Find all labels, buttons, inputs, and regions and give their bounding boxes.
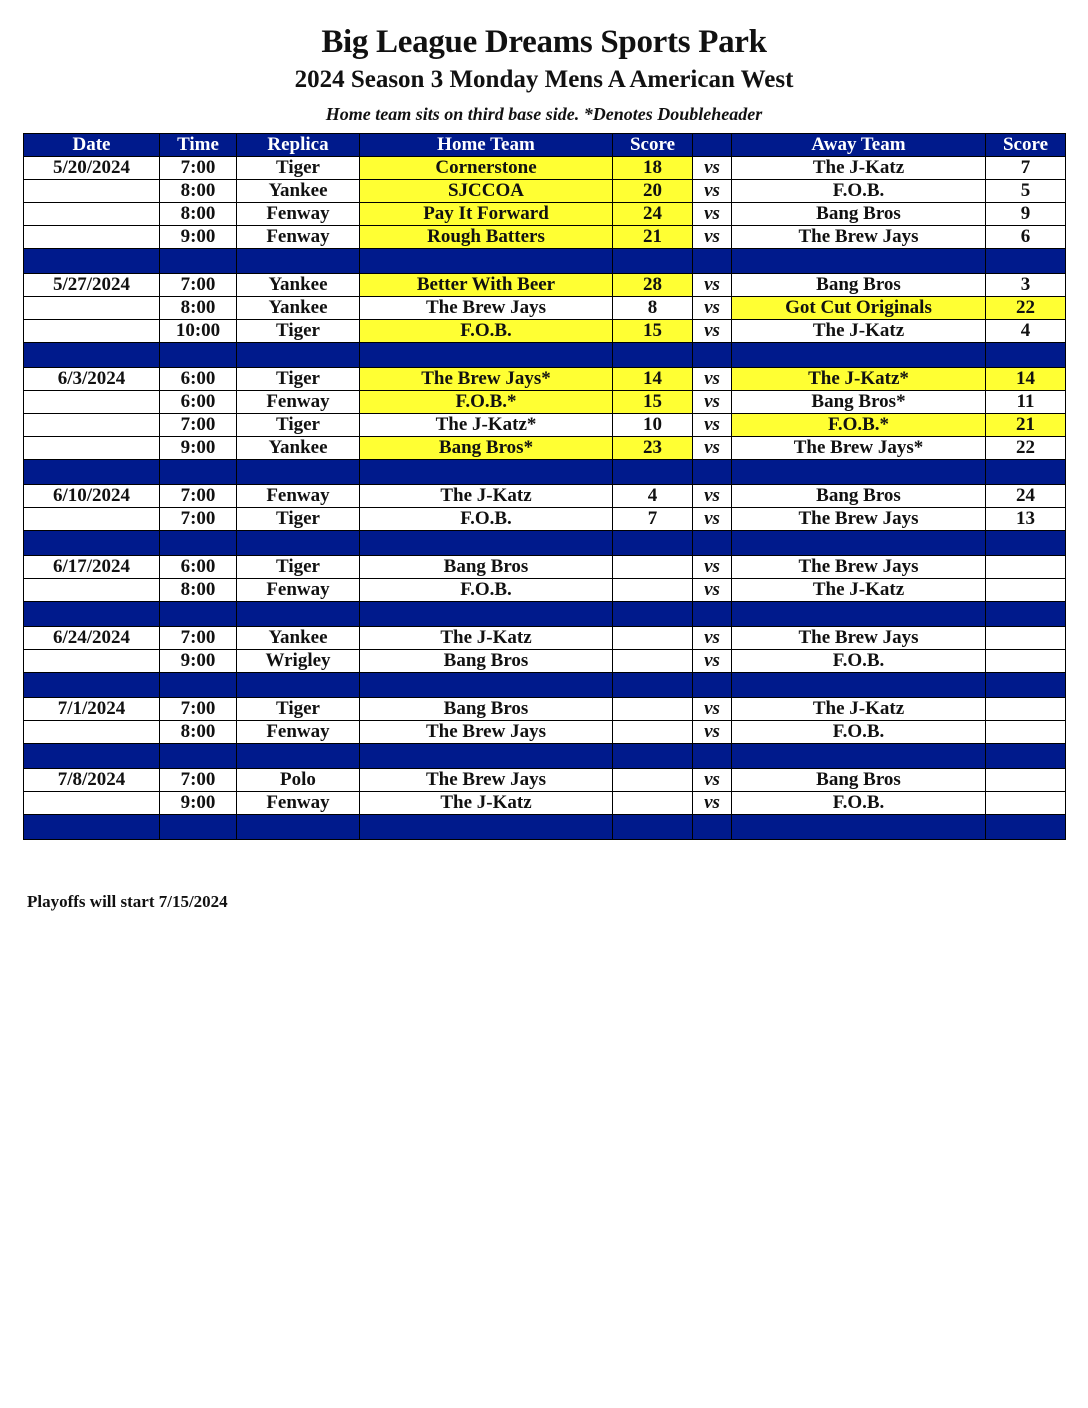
table-row <box>24 485 1066 508</box>
away-team-cell: F.O.B.* <box>732 414 986 437</box>
table-row <box>24 792 1066 815</box>
away-team-cell: The Brew Jays <box>732 226 986 249</box>
date-cell: 5/20/2024 <box>24 157 160 180</box>
table-row <box>24 579 1066 602</box>
separator-cell <box>160 343 237 368</box>
replica-field-cell: Yankee <box>237 274 360 297</box>
table-row <box>24 391 1066 414</box>
separator-cell <box>237 673 360 698</box>
separator-cell <box>360 343 613 368</box>
date-cell: 7/8/2024 <box>24 769 160 792</box>
home-score-cell <box>613 721 693 744</box>
col-header-date: Date <box>24 134 160 157</box>
separator-cell <box>360 531 613 556</box>
table-row <box>24 508 1066 531</box>
time-cell: 7:00 <box>160 698 237 721</box>
table-row <box>24 437 1066 460</box>
replica-field-cell: Tiger <box>237 368 360 391</box>
col-header-time: Time <box>160 134 237 157</box>
home-team-cell: The Brew Jays <box>360 721 613 744</box>
vs-cell: vs <box>693 579 732 602</box>
away-score-cell: 22 <box>986 297 1066 320</box>
time-cell: 8:00 <box>160 203 237 226</box>
col-header-home-team: Home Team <box>360 134 613 157</box>
replica-field-cell: Fenway <box>237 792 360 815</box>
away-team-cell: F.O.B. <box>732 650 986 673</box>
home-score-cell <box>613 698 693 721</box>
replica-field-cell: Tiger <box>237 320 360 343</box>
separator-cell <box>693 815 732 840</box>
separator-cell <box>732 460 986 485</box>
table-row <box>24 650 1066 673</box>
date-cell <box>24 792 160 815</box>
home-team-cell: Bang Bros <box>360 556 613 579</box>
time-cell: 6:00 <box>160 391 237 414</box>
separator-cell <box>24 744 160 769</box>
separator-cell <box>613 343 693 368</box>
date-cell: 5/27/2024 <box>24 274 160 297</box>
away-team-cell: The J-Katz <box>732 157 986 180</box>
date-cell <box>24 203 160 226</box>
time-cell: 8:00 <box>160 721 237 744</box>
home-score-cell <box>613 792 693 815</box>
home-score-cell: 20 <box>613 180 693 203</box>
date-cell <box>24 721 160 744</box>
home-score-cell: 15 <box>613 320 693 343</box>
home-team-cell: The J-Katz <box>360 485 613 508</box>
away-team-cell: The J-Katz <box>732 320 986 343</box>
away-team-cell: The J-Katz <box>732 579 986 602</box>
vs-cell: vs <box>693 556 732 579</box>
schedule-table <box>23 133 1066 840</box>
separator-cell <box>732 815 986 840</box>
away-score-cell: 21 <box>986 414 1066 437</box>
table-row <box>24 769 1066 792</box>
away-score-cell <box>986 769 1066 792</box>
home-score-cell <box>613 627 693 650</box>
vs-cell: vs <box>693 769 732 792</box>
separator-cell <box>360 744 613 769</box>
separator-cell <box>160 815 237 840</box>
away-team-cell: Bang Bros <box>732 203 986 226</box>
week-separator-row <box>24 249 1066 274</box>
week-separator-row <box>24 744 1066 769</box>
time-cell: 10:00 <box>160 320 237 343</box>
vs-cell: vs <box>693 792 732 815</box>
time-cell: 6:00 <box>160 556 237 579</box>
replica-field-cell: Tiger <box>237 157 360 180</box>
replica-field-cell: Tiger <box>237 508 360 531</box>
table-row <box>24 226 1066 249</box>
replica-field-cell: Yankee <box>237 297 360 320</box>
date-cell <box>24 391 160 414</box>
away-team-cell: F.O.B. <box>732 721 986 744</box>
date-cell <box>24 297 160 320</box>
away-team-cell: Got Cut Originals <box>732 297 986 320</box>
vs-cell: vs <box>693 203 732 226</box>
vs-cell: vs <box>693 485 732 508</box>
separator-cell <box>986 531 1066 556</box>
separator-cell <box>732 343 986 368</box>
time-cell: 7:00 <box>160 414 237 437</box>
date-cell <box>24 226 160 249</box>
date-cell <box>24 180 160 203</box>
away-team-cell: The J-Katz <box>732 698 986 721</box>
home-team-cell: F.O.B. <box>360 320 613 343</box>
table-row <box>24 698 1066 721</box>
home-score-cell <box>613 579 693 602</box>
col-header-home-score: Score <box>613 134 693 157</box>
home-team-cell: The Brew Jays <box>360 297 613 320</box>
vs-cell: vs <box>693 297 732 320</box>
separator-cell <box>613 249 693 274</box>
home-score-cell: 18 <box>613 157 693 180</box>
away-score-cell <box>986 721 1066 744</box>
separator-cell <box>160 531 237 556</box>
separator-cell <box>986 744 1066 769</box>
away-team-cell: Bang Bros <box>732 485 986 508</box>
replica-field-cell: Fenway <box>237 203 360 226</box>
home-score-cell <box>613 556 693 579</box>
separator-cell <box>613 531 693 556</box>
replica-field-cell: Tiger <box>237 414 360 437</box>
separator-cell <box>732 531 986 556</box>
page-subtitle: 2024 Season 3 Monday Mens A American West <box>294 66 794 93</box>
separator-cell <box>693 744 732 769</box>
separator-cell <box>613 815 693 840</box>
separator-cell <box>237 815 360 840</box>
page-title: Big League Dreams Sports Park <box>321 24 767 60</box>
home-score-cell: 21 <box>613 226 693 249</box>
away-score-cell <box>986 792 1066 815</box>
time-cell: 8:00 <box>160 579 237 602</box>
separator-cell <box>732 673 986 698</box>
home-score-cell: 23 <box>613 437 693 460</box>
away-score-cell: 9 <box>986 203 1066 226</box>
week-separator-row <box>24 673 1066 698</box>
time-cell: 8:00 <box>160 297 237 320</box>
separator-cell <box>360 460 613 485</box>
home-team-cell: Better With Beer <box>360 274 613 297</box>
away-score-cell: 3 <box>986 274 1066 297</box>
away-score-cell: 4 <box>986 320 1066 343</box>
vs-cell: vs <box>693 274 732 297</box>
time-cell: 6:00 <box>160 368 237 391</box>
away-score-cell: 24 <box>986 485 1066 508</box>
time-cell: 7:00 <box>160 485 237 508</box>
separator-cell <box>24 673 160 698</box>
home-team-cell: F.O.B.* <box>360 391 613 414</box>
header-row <box>24 134 1066 157</box>
time-cell: 9:00 <box>160 437 237 460</box>
separator-cell <box>237 531 360 556</box>
separator-cell <box>237 249 360 274</box>
vs-cell: vs <box>693 226 732 249</box>
separator-cell <box>986 343 1066 368</box>
separator-cell <box>613 460 693 485</box>
replica-field-cell: Yankee <box>237 437 360 460</box>
separator-cell <box>360 249 613 274</box>
away-team-cell: F.O.B. <box>732 792 986 815</box>
vs-cell: vs <box>693 414 732 437</box>
playoffs-note: Playoffs will start 7/15/2024 <box>27 892 228 911</box>
away-team-cell: F.O.B. <box>732 180 986 203</box>
date-cell: 6/17/2024 <box>24 556 160 579</box>
home-score-cell: 28 <box>613 274 693 297</box>
vs-cell: vs <box>693 721 732 744</box>
away-score-cell: 22 <box>986 437 1066 460</box>
col-header-replica: Replica <box>237 134 360 157</box>
separator-cell <box>160 673 237 698</box>
home-team-cell: The J-Katz <box>360 627 613 650</box>
vs-cell: vs <box>693 508 732 531</box>
separator-cell <box>986 815 1066 840</box>
separator-cell <box>237 343 360 368</box>
away-team-cell: Bang Bros <box>732 274 986 297</box>
date-cell: 6/24/2024 <box>24 627 160 650</box>
time-cell: 7:00 <box>160 157 237 180</box>
time-cell: 7:00 <box>160 274 237 297</box>
replica-field-cell: Fenway <box>237 579 360 602</box>
table-row <box>24 297 1066 320</box>
separator-cell <box>160 460 237 485</box>
home-score-cell: 10 <box>613 414 693 437</box>
col-header-away-score: Score <box>986 134 1066 157</box>
away-score-cell: 6 <box>986 226 1066 249</box>
vs-cell: vs <box>693 320 732 343</box>
away-team-cell: The Brew Jays <box>732 627 986 650</box>
week-separator-row <box>24 460 1066 485</box>
vs-cell: vs <box>693 650 732 673</box>
replica-field-cell: Fenway <box>237 721 360 744</box>
separator-cell <box>613 744 693 769</box>
date-cell <box>24 437 160 460</box>
vs-cell: vs <box>693 627 732 650</box>
home-team-cell: Bang Bros <box>360 650 613 673</box>
separator-cell <box>693 531 732 556</box>
separator-cell <box>693 249 732 274</box>
away-team-cell: Bang Bros <box>732 769 986 792</box>
home-score-cell: 4 <box>613 485 693 508</box>
separator-cell <box>693 460 732 485</box>
home-score-cell: 14 <box>613 368 693 391</box>
home-team-cell: The Brew Jays <box>360 769 613 792</box>
separator-cell <box>693 343 732 368</box>
vs-cell: vs <box>693 180 732 203</box>
separator-cell <box>613 602 693 627</box>
replica-field-cell: Fenway <box>237 391 360 414</box>
date-cell <box>24 508 160 531</box>
away-score-cell <box>986 627 1066 650</box>
date-cell: 6/3/2024 <box>24 368 160 391</box>
table-row <box>24 157 1066 180</box>
separator-cell <box>613 673 693 698</box>
separator-cell <box>24 531 160 556</box>
separator-cell <box>24 249 160 274</box>
time-cell: 9:00 <box>160 226 237 249</box>
separator-cell <box>732 602 986 627</box>
home-score-cell: 15 <box>613 391 693 414</box>
away-score-cell: 11 <box>986 391 1066 414</box>
time-cell: 7:00 <box>160 769 237 792</box>
separator-cell <box>160 249 237 274</box>
home-team-cell: Pay It Forward <box>360 203 613 226</box>
separator-cell <box>732 744 986 769</box>
table-row <box>24 414 1066 437</box>
replica-field-cell: Polo <box>237 769 360 792</box>
away-score-cell <box>986 698 1066 721</box>
table-row <box>24 721 1066 744</box>
separator-cell <box>986 249 1066 274</box>
home-score-cell <box>613 650 693 673</box>
away-score-cell <box>986 650 1066 673</box>
home-team-cell: Rough Batters <box>360 226 613 249</box>
separator-cell <box>24 602 160 627</box>
away-team-cell: The Brew Jays <box>732 508 986 531</box>
separator-cell <box>986 460 1066 485</box>
table-row <box>24 368 1066 391</box>
separator-cell <box>24 343 160 368</box>
separator-cell <box>237 744 360 769</box>
time-cell: 8:00 <box>160 180 237 203</box>
date-cell <box>24 650 160 673</box>
table-row <box>24 274 1066 297</box>
table-row <box>24 627 1066 650</box>
week-separator-row <box>24 602 1066 627</box>
separator-cell <box>360 673 613 698</box>
home-team-cell: Bang Bros <box>360 698 613 721</box>
away-team-cell: Bang Bros* <box>732 391 986 414</box>
home-team-cell: Bang Bros* <box>360 437 613 460</box>
week-separator-row <box>24 343 1066 368</box>
week-separator-row <box>24 815 1066 840</box>
replica-field-cell: Yankee <box>237 627 360 650</box>
separator-cell <box>24 460 160 485</box>
separator-cell <box>160 602 237 627</box>
home-team-cell: F.O.B. <box>360 508 613 531</box>
separator-cell <box>986 602 1066 627</box>
away-score-cell <box>986 556 1066 579</box>
replica-field-cell: Fenway <box>237 485 360 508</box>
home-team-cell: Cornerstone <box>360 157 613 180</box>
time-cell: 9:00 <box>160 792 237 815</box>
away-score-cell: 5 <box>986 180 1066 203</box>
replica-field-cell: Wrigley <box>237 650 360 673</box>
separator-cell <box>24 815 160 840</box>
separator-cell <box>986 673 1066 698</box>
col-header-away-team: Away Team <box>732 134 986 157</box>
vs-cell: vs <box>693 437 732 460</box>
away-team-cell: The Brew Jays* <box>732 437 986 460</box>
separator-cell <box>360 602 613 627</box>
away-score-cell <box>986 579 1066 602</box>
table-row <box>24 203 1066 226</box>
home-score-cell: 24 <box>613 203 693 226</box>
date-cell: 7/1/2024 <box>24 698 160 721</box>
home-team-cell: The Brew Jays* <box>360 368 613 391</box>
home-team-cell: The J-Katz* <box>360 414 613 437</box>
replica-field-cell: Tiger <box>237 698 360 721</box>
week-separator-row <box>24 531 1066 556</box>
replica-field-cell: Fenway <box>237 226 360 249</box>
separator-cell <box>693 602 732 627</box>
separator-cell <box>160 744 237 769</box>
away-team-cell: The J-Katz* <box>732 368 986 391</box>
separator-cell <box>360 815 613 840</box>
vs-cell: vs <box>693 698 732 721</box>
table-row <box>24 320 1066 343</box>
away-score-cell: 14 <box>986 368 1066 391</box>
separator-cell <box>732 249 986 274</box>
home-team-cell: SJCCOA <box>360 180 613 203</box>
home-team-cell: F.O.B. <box>360 579 613 602</box>
home-score-cell <box>613 769 693 792</box>
date-cell <box>24 414 160 437</box>
home-score-cell: 7 <box>613 508 693 531</box>
table-row <box>24 556 1066 579</box>
table-row <box>24 180 1066 203</box>
home-score-cell: 8 <box>613 297 693 320</box>
schedule-note: Home team sits on third base side. *Denotes Doubleheader <box>325 104 763 124</box>
home-team-cell: The J-Katz <box>360 792 613 815</box>
date-cell <box>24 320 160 343</box>
col-header-vs <box>693 134 732 157</box>
vs-cell: vs <box>693 391 732 414</box>
away-score-cell: 13 <box>986 508 1066 531</box>
vs-cell: vs <box>693 157 732 180</box>
separator-cell <box>237 602 360 627</box>
time-cell: 7:00 <box>160 627 237 650</box>
date-cell: 6/10/2024 <box>24 485 160 508</box>
time-cell: 9:00 <box>160 650 237 673</box>
replica-field-cell: Tiger <box>237 556 360 579</box>
date-cell <box>24 579 160 602</box>
away-score-cell: 7 <box>986 157 1066 180</box>
vs-cell: vs <box>693 368 732 391</box>
away-team-cell: The Brew Jays <box>732 556 986 579</box>
time-cell: 7:00 <box>160 508 237 531</box>
separator-cell <box>237 460 360 485</box>
replica-field-cell: Yankee <box>237 180 360 203</box>
schedule-body <box>24 157 1066 840</box>
separator-cell <box>693 673 732 698</box>
